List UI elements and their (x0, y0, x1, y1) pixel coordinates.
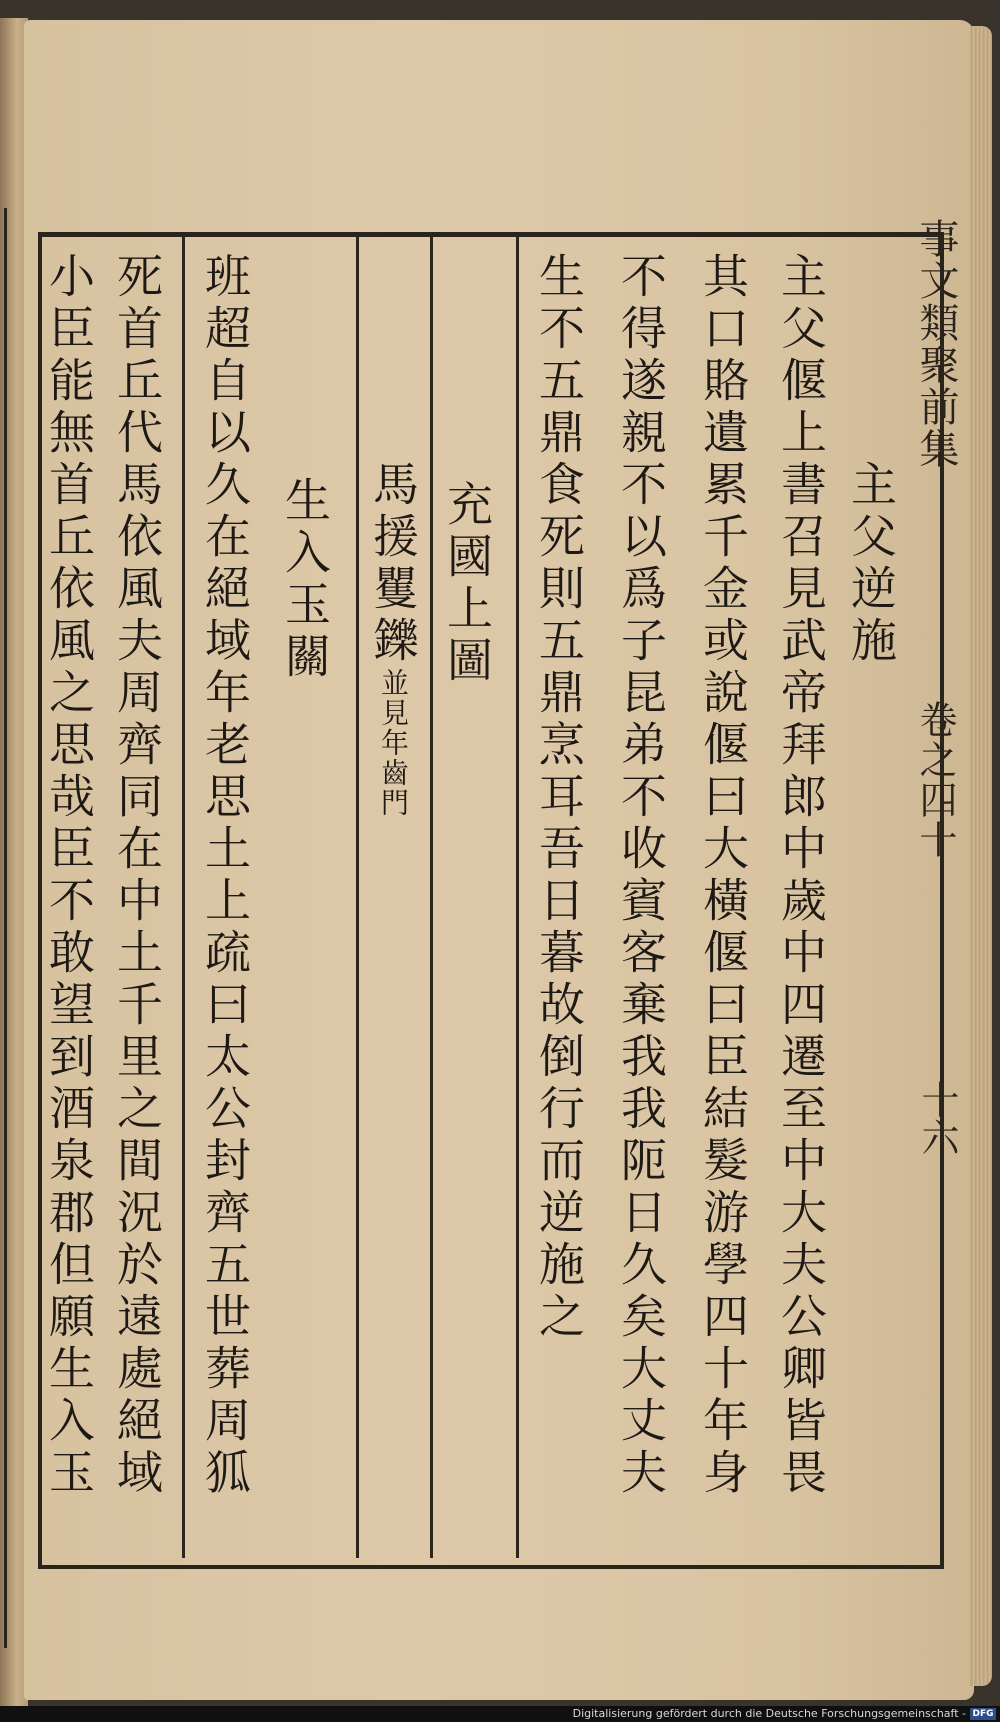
entry-heading: 生入玉關 (278, 476, 332, 684)
text-column: 生不五鼎食死則五鼎烹耳吾日暮故倒行而逆施之 (532, 252, 586, 1344)
text-column: 主父偃上書召見武帝拜郎中歲中四遷至中大夫公卿皆畏 (774, 252, 828, 1500)
entry-heading-text: 馬援矍鑠 (366, 460, 420, 668)
entry-heading: 主父逆施 (844, 460, 898, 668)
text-column: 班超自以久在絕域年老思土上疏曰太公封齊五世葬周狐 (198, 252, 252, 1500)
text-column: 死首丘代馬依風夫周齊同在中土千里之間況於遠處絕域 (110, 252, 164, 1500)
column-rule (182, 236, 185, 1558)
entry-heading: 充國上圖 (440, 480, 494, 688)
column-rule (430, 236, 433, 1558)
folio-number: 十六 (915, 1080, 959, 1156)
text-column: 小臣能無首丘依風之思哉臣不敢望到酒泉郡但願生入玉 (42, 252, 96, 1500)
column-rule (516, 236, 519, 1558)
text-column: 其口賂遺累千金或說偃曰大橫偃曰臣結髮游學四十年身 (696, 252, 750, 1500)
book-title: 事文類聚前集 (913, 218, 959, 470)
entry-heading (366, 460, 420, 818)
dfg-logo: DFG (970, 1708, 996, 1720)
chapter-number: 卷之四十 (913, 700, 957, 860)
funding-credit: Digitalisierung gefördert durch die Deutsche Forschungsgemeinschaft - (572, 1707, 966, 1720)
text-column: 不得遂親不以爲子昆弟不收賓客棄我我阨日久矣大丈夫 (614, 252, 668, 1500)
column-rule (356, 236, 359, 1558)
cross-reference-note: 並見年齒門 (377, 668, 410, 818)
page-stack-edge (970, 26, 992, 1686)
